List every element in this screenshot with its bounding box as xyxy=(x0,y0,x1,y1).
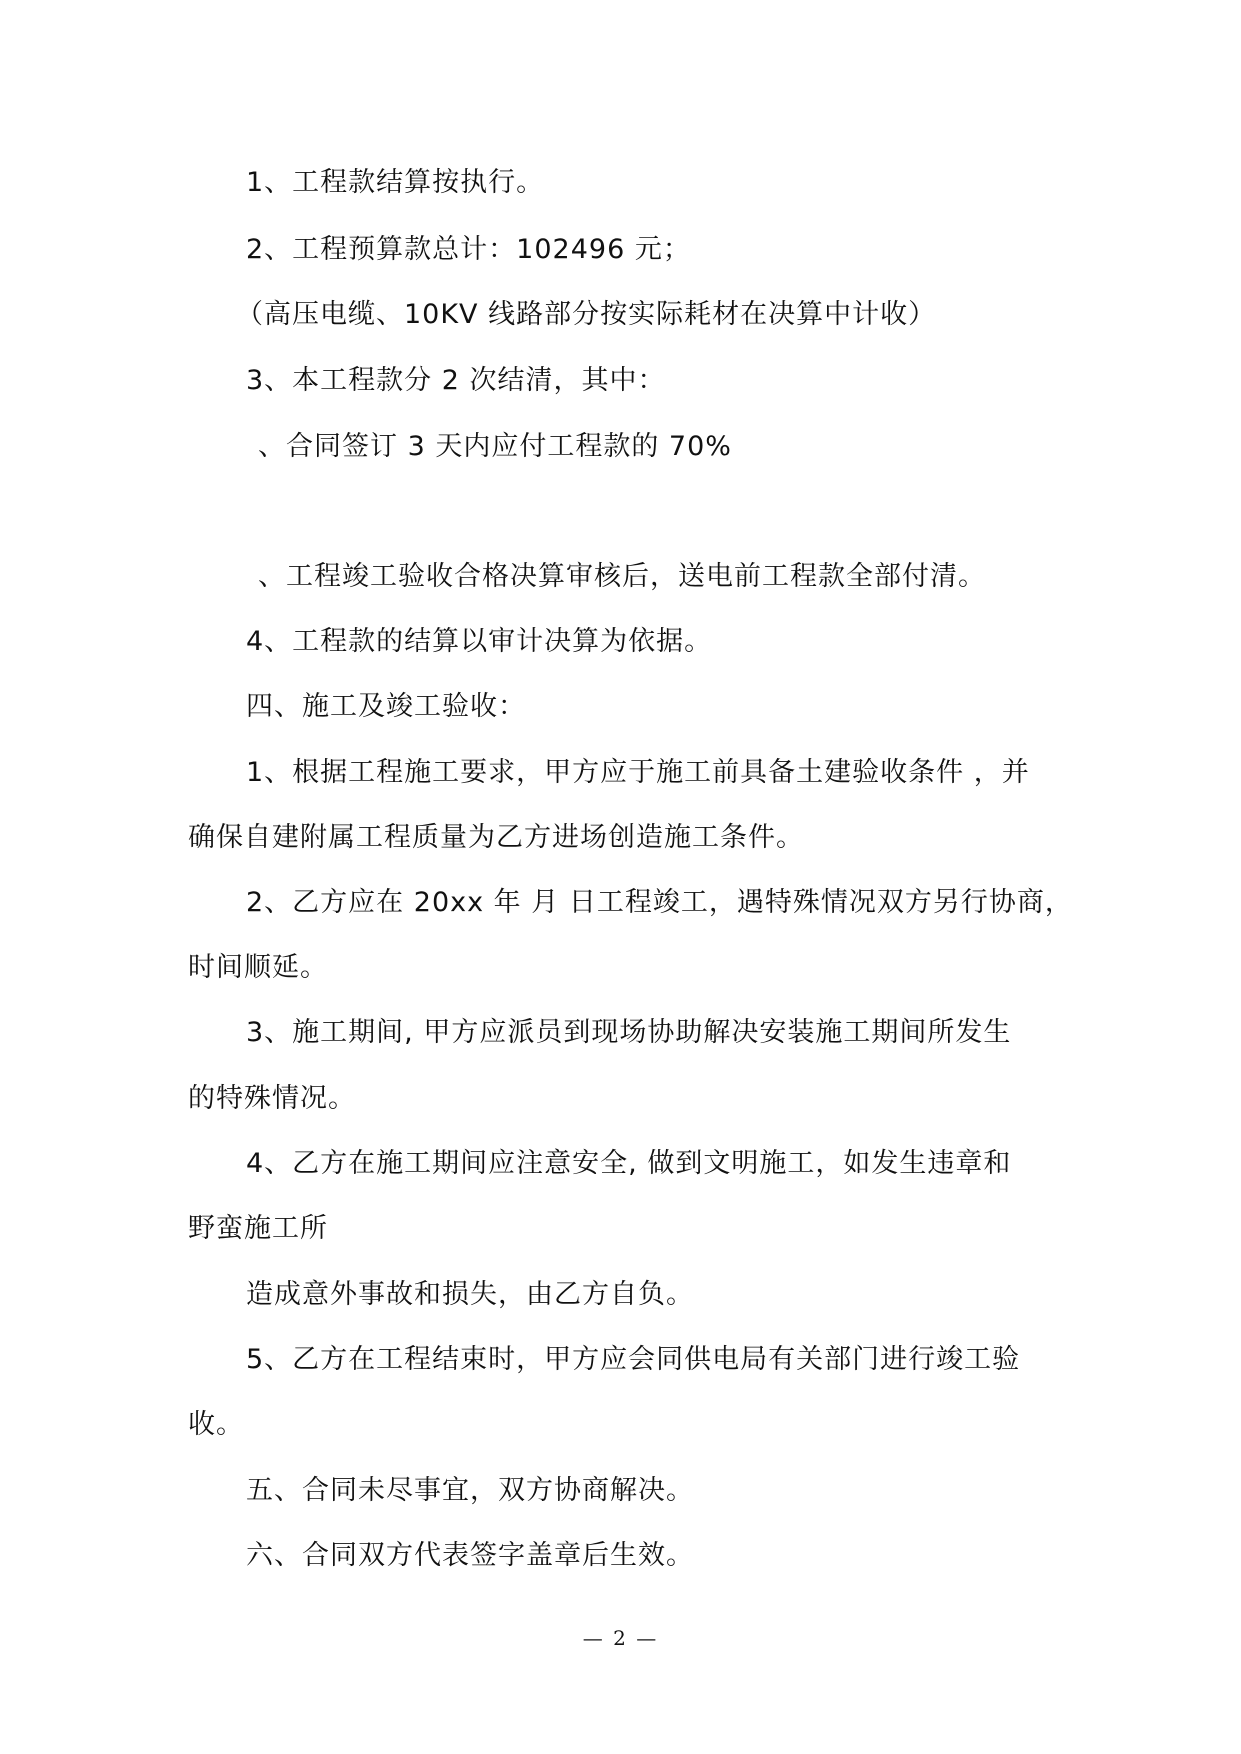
text-line-4: 3、本工程款分 2 次结清，其中： xyxy=(246,365,666,396)
text-line-16: 野蛮施工所 xyxy=(188,1213,328,1244)
text-line-9: 1、根据工程施工要求，甲方应于施工前具备土建验收条件 ，并 xyxy=(246,757,1030,788)
page-number: — 2 — xyxy=(582,1626,659,1650)
text-line-18: 5、乙方在工程结束时，甲方应会同供电局有关部门进行竣工验 xyxy=(246,1344,1021,1375)
text-line-5: 、合同签订 3 天内应付工程款的 70% xyxy=(258,431,732,462)
text-line-2: 2、工程预算款总计：102496 元； xyxy=(246,234,691,265)
text-line-17: 造成意外事故和损失，由乙方自负。 xyxy=(246,1279,694,1310)
text-line-15: 4、乙方在施工期间应注意安全, 做到文明施工，如发生违章和 xyxy=(246,1148,1012,1179)
text-line-14: 的特殊情况。 xyxy=(188,1083,356,1114)
text-line-10: 确保自建附属工程质量为乙方进场创造施工条件。 xyxy=(188,822,804,853)
text-line-12: 时间顺延。 xyxy=(188,952,328,983)
text-line-6: 、工程竣工验收合格决算审核后，送电前工程款全部付清。 xyxy=(258,561,986,592)
text-line-13: 3、施工期间, 甲方应派员到现场协助解决安装施工期间所发生 xyxy=(246,1017,1012,1048)
text-line-11: 2、乙方应在 20xx 年 月 日工程竣工，遇特殊情况双方另行协商， xyxy=(246,887,1073,918)
section-heading-5: 五、合同未尽事宜，双方协商解决。 xyxy=(246,1475,694,1506)
text-line-1: 1、工程款结算按执行。 xyxy=(246,167,545,198)
section-heading-4: 四、施工及竣工验收： xyxy=(246,691,526,722)
text-line-3: （高压电缆、10KV 线路部分按实际耗材在决算中计收） xyxy=(236,299,937,330)
text-line-19: 收。 xyxy=(188,1409,244,1440)
text-line-7: 4、工程款的结算以审计决算为依据。 xyxy=(246,626,713,657)
section-heading-6: 六、合同双方代表签字盖章后生效。 xyxy=(246,1540,694,1571)
